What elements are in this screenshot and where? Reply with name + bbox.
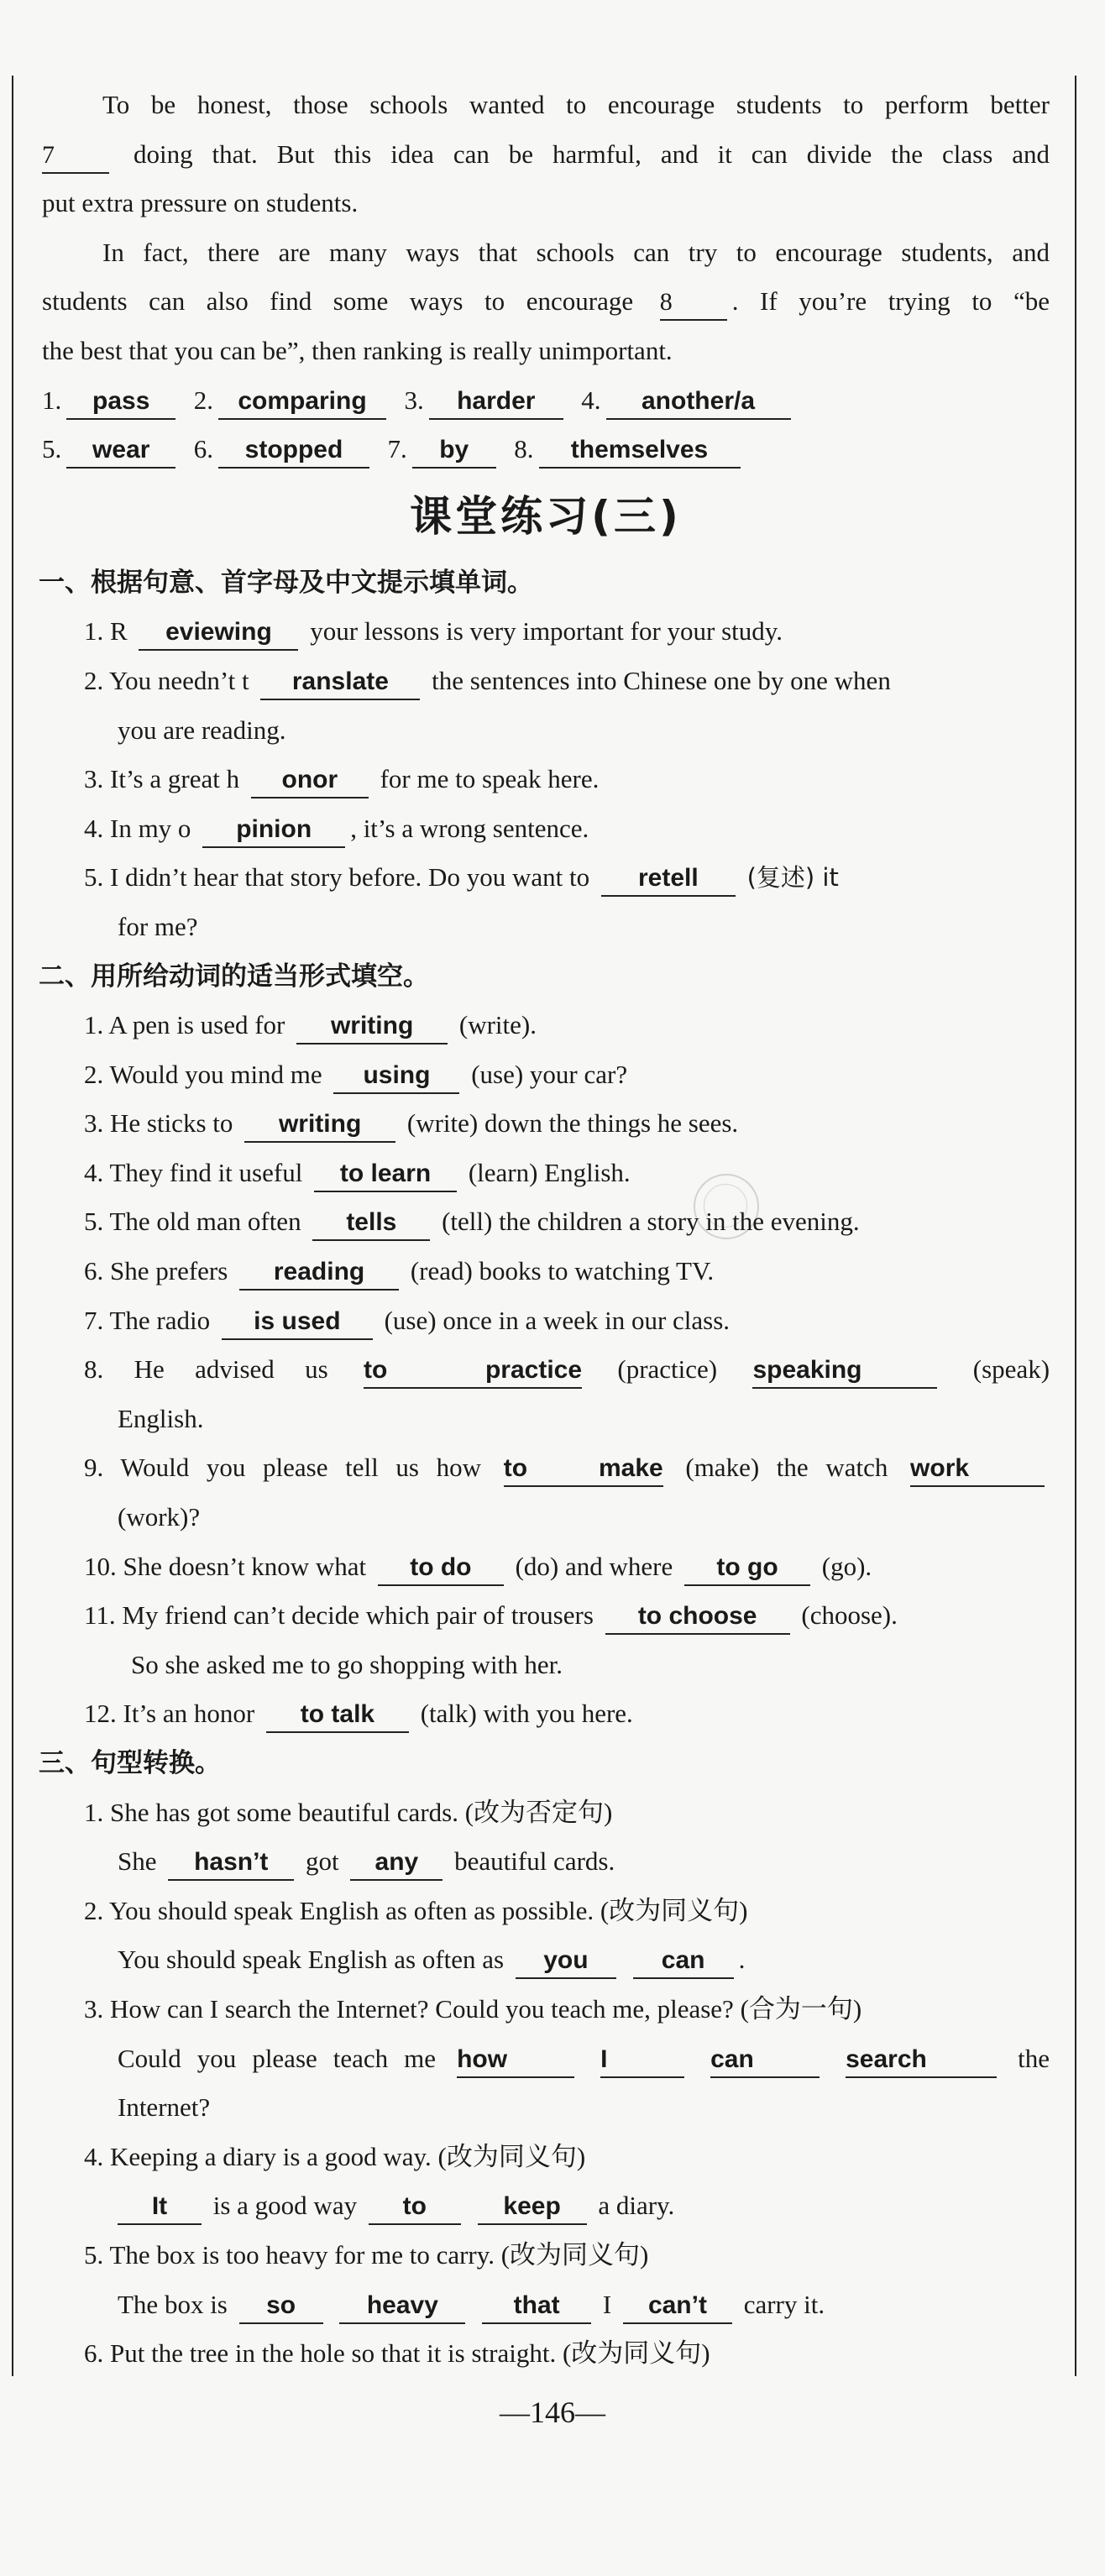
part2-header: 二、用所给动词的适当形式填空。 xyxy=(39,961,429,992)
answer-blank: eviewing xyxy=(139,615,298,651)
answer-blank: search xyxy=(846,2043,997,2078)
answer-blank: onor xyxy=(251,763,369,798)
answer-blank: to do xyxy=(378,1551,504,1586)
exercise-item: 2. You needn’t t ranslate the sentences into Chinese one by one when xyxy=(42,657,1050,706)
exercise-answer-line: It is a good way to keep a diary. xyxy=(42,2181,1050,2231)
answer-blank: harder xyxy=(429,385,563,420)
answer-blank: reading xyxy=(239,1255,399,1291)
answer-blank: stopped xyxy=(218,433,369,469)
exercise-item: 5. The old man often tells (tell) the children a story in the evening. xyxy=(42,1197,1050,1247)
answer-blank: you xyxy=(516,1944,616,1979)
part3-header: 三、句型转换。 xyxy=(39,1748,221,1778)
exercise-item: 10. She doesn’t know what to do (do) and where to go (go). xyxy=(42,1542,1050,1592)
answer-blank: pass xyxy=(66,385,175,420)
answer-blank: tells xyxy=(312,1206,430,1241)
answer-blank: another/a xyxy=(606,385,791,420)
exercise-item: 4. Keeping a diary is a good way. (改为同义句) xyxy=(84,2141,586,2171)
answer-blank: to make xyxy=(504,1452,663,1487)
answer-blank: comparing xyxy=(218,385,386,420)
exercise-item: 1. R eviewing your lessons is very important for your study. xyxy=(42,607,1050,657)
content xyxy=(39,81,1050,2379)
answer-blank: ranslate xyxy=(260,665,420,700)
answer-blank: can’t xyxy=(623,2289,732,2324)
answer-blank: can xyxy=(633,1944,734,1979)
part1-header: 一、根据句意、首字母及中文提示填单词。 xyxy=(39,567,533,598)
answer-blank: I xyxy=(600,2043,684,2078)
right-margin-line xyxy=(1075,76,1076,2376)
exercise-item: 3. How can I search the Internet? Could you teach me, please? (合为一句) xyxy=(84,1993,862,2024)
exercise-continuation: you are reading. xyxy=(118,715,286,745)
answer-blank: It xyxy=(118,2190,202,2225)
exercise-item: 5. The box is too heavy for me to carry. (改为同义句) xyxy=(84,2239,649,2270)
answer-blank: is used xyxy=(222,1305,373,1340)
answer-row: 5. wear 6. stopped 7. by 8. themselves xyxy=(42,425,1050,474)
exercise-answer-line: The box is so heavy that I can’t carry it. xyxy=(42,2280,1050,2330)
answer-blank: heavy xyxy=(339,2289,465,2324)
exercise-item: 1. She has got some beautiful cards. (改为否定句) xyxy=(84,1797,613,1827)
passage-line: students can also find some ways to encourage 8 . If you’re trying to “be xyxy=(42,277,1050,327)
exercise-item: 6. Put the tree in the hole so that it is straight. (改为同义句) xyxy=(84,2338,710,2369)
page-number: —146— xyxy=(500,2395,605,2429)
answer-blank: pinion xyxy=(202,813,345,848)
answer-blank: themselves xyxy=(539,433,741,469)
answer-row: 1. pass 2. comparing 3. harder 4. another/a xyxy=(42,376,1050,426)
exercise-item: 2. Would you mind me using (use) your car? xyxy=(42,1050,1050,1100)
exercise-answer-line: You should speak English as often as you can . xyxy=(42,1935,1050,1985)
passage-line: 7 doing that. But this idea can be harmful, and it can divide the class and xyxy=(42,130,1050,180)
exercise-continuation: Internet? xyxy=(118,2092,211,2123)
answer-blank: to practice xyxy=(364,1353,582,1389)
exercise-item: 7. The radio is used (use) once in a week in our class. xyxy=(42,1296,1050,1346)
answer-blank: by xyxy=(412,433,496,469)
answer-blank: using xyxy=(333,1059,459,1094)
exercise-item: 5. I didn’t hear that story before. Do you want to retell (复述) it xyxy=(42,853,1050,903)
answer-blank: to learn xyxy=(314,1157,457,1192)
left-margin-line xyxy=(12,76,13,2376)
exercise-answer-line: Could you please teach me how I can search the xyxy=(42,2034,1050,2084)
exercise-item: 4. In my o pinion , it’s a wrong sentence. xyxy=(42,804,1050,854)
exercise-item: 3. It’s a great h onor for me to speak here. xyxy=(42,755,1050,804)
exercise-continuation: So she asked me to go shopping with her. xyxy=(131,1649,563,1679)
exercise-item: 1. A pen is used for writing (write). xyxy=(42,1001,1050,1050)
section-title: 课堂练习(三) xyxy=(410,491,682,541)
answer-blank: writing xyxy=(296,1009,448,1045)
exercise-item: 4. They find it useful to learn (learn) English. xyxy=(42,1149,1050,1198)
answer-blank: keep xyxy=(478,2190,587,2225)
answer-blank: writing xyxy=(244,1107,395,1143)
exercise-item: 2. You should speak English as often as possible. (改为同义句) xyxy=(84,1895,748,1925)
exercise-item: 6. She prefers reading (read) books to watching TV. xyxy=(42,1247,1050,1296)
answer-blank: can xyxy=(710,2043,820,2078)
exercise-continuation: (work)? xyxy=(118,1502,201,1532)
passage-line: To be honest, those schools wanted to encourage students to perform better xyxy=(102,90,1050,119)
answer-blank: speaking xyxy=(752,1353,937,1389)
passage-blank-8: 8 xyxy=(660,285,727,321)
answer-blank: any xyxy=(350,1846,443,1881)
answer-blank: hasn’t xyxy=(168,1846,294,1881)
answer-blank: how xyxy=(457,2043,574,2078)
exercise-item: 3. He sticks to writing (write) down the things he sees. xyxy=(42,1099,1050,1149)
exercise-item: 11. My friend can’t decide which pair of trousers to choose (choose). xyxy=(42,1591,1050,1641)
passage-blank-7: 7 xyxy=(42,139,109,174)
exercise-answer-line: She hasn’t got any beautiful cards. xyxy=(42,1837,1050,1887)
passage-line: In fact, there are many ways that schools can try to encourage students, and xyxy=(102,237,1050,267)
answer-blank: to xyxy=(369,2190,461,2225)
answer-blank: work xyxy=(910,1452,1045,1487)
exercise-item: 8. He advised us to practice (practice) speaking (speak) xyxy=(42,1345,1050,1395)
answer-blank: to go xyxy=(684,1551,810,1586)
answer-blank: so xyxy=(239,2289,323,2324)
answer-blank: retell xyxy=(601,861,736,897)
answer-blank: to choose xyxy=(605,1600,790,1635)
answer-blank: that xyxy=(482,2289,591,2324)
passage-line: put extra pressure on students. xyxy=(42,188,359,218)
answer-blank: to talk xyxy=(266,1698,409,1733)
exercise-item: 9. Would you please tell us how to make (make) the watch work xyxy=(42,1443,1050,1493)
answer-blank: wear xyxy=(66,433,175,469)
exercise-item: 12. It’s an honor to talk (talk) with you here. xyxy=(42,1689,1050,1739)
passage-line: the best that you can be”, then ranking is really unimportant. xyxy=(42,335,673,365)
exercise-continuation: English. xyxy=(118,1403,204,1433)
exercise-continuation: for me? xyxy=(118,911,198,941)
